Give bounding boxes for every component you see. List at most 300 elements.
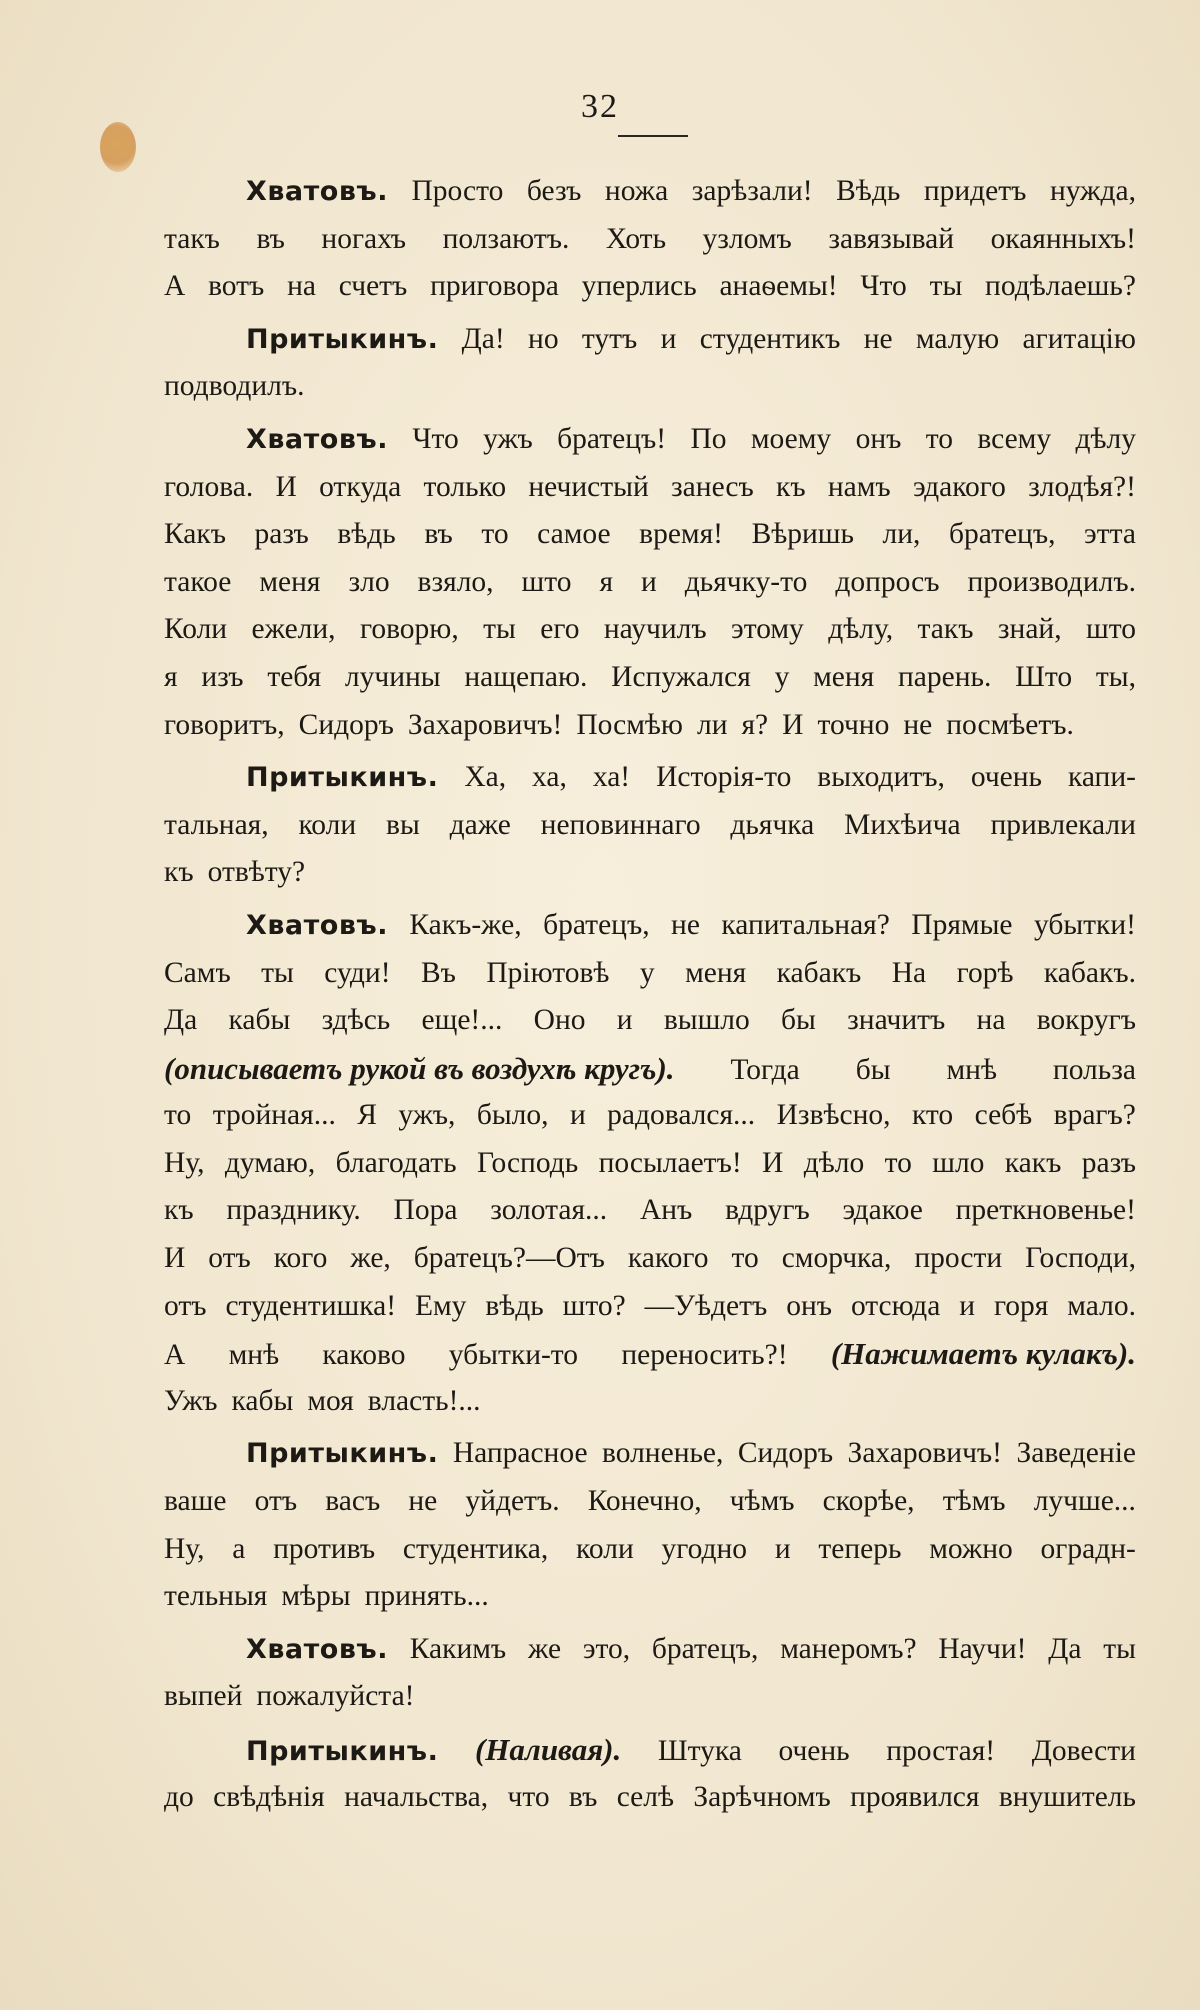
word: занесъ [671, 470, 754, 503]
speech-line-first [164, 1726, 1136, 1774]
word: время! [639, 518, 723, 551]
word: Посмѣю [576, 708, 683, 741]
word: говоритъ, [164, 708, 285, 741]
word: Ужъ [164, 1384, 218, 1417]
word: начальства, [344, 1780, 489, 1813]
word: отъ [164, 1289, 207, 1322]
word: тельныя [164, 1580, 268, 1613]
word: Что [412, 422, 459, 455]
word: преткновенье! [955, 1194, 1136, 1227]
word: выходитъ, [817, 761, 945, 794]
word: убытки! [1033, 908, 1136, 941]
word: Оно [533, 1004, 586, 1037]
word: не [903, 708, 933, 741]
word: оградн- [1040, 1532, 1136, 1565]
word: разъ [254, 518, 309, 551]
word: Я [357, 1099, 377, 1132]
word: къ [164, 856, 194, 889]
word: но [528, 322, 559, 355]
word: даже [449, 808, 511, 841]
word: себѣ [974, 1099, 1033, 1132]
word: Какъ-же, [409, 908, 522, 941]
word: Сидоръ [737, 1437, 834, 1470]
text-line [164, 1187, 1136, 1235]
word: пожалуйста! [256, 1680, 415, 1713]
word: я [164, 660, 178, 693]
word: то [925, 422, 953, 455]
word: придетъ [923, 175, 1027, 207]
speech-line-first [164, 754, 1136, 802]
word: Вѣришь [751, 518, 854, 551]
word: моя [307, 1384, 354, 1417]
word: ты, [1095, 660, 1136, 693]
word: еще!... [421, 1004, 503, 1037]
text-line [164, 1478, 1136, 1526]
word: только [423, 470, 507, 503]
text-line [164, 849, 1136, 897]
text-line [164, 1573, 1136, 1621]
text-line [164, 464, 1136, 512]
word: ужъ [483, 422, 533, 455]
word: лучше... [1033, 1485, 1136, 1518]
word: што? [562, 1289, 626, 1322]
word: тебя [267, 660, 322, 693]
word: и [641, 565, 657, 598]
word: Михѣича [844, 808, 961, 841]
word: угодно [661, 1532, 748, 1565]
word: студентикъ [699, 322, 841, 355]
word: посылаетъ! [598, 1146, 742, 1179]
word: какого [627, 1242, 709, 1275]
text-line [164, 1673, 1136, 1721]
word: Вѣдь [836, 175, 901, 207]
word: Ему [414, 1289, 467, 1322]
text-line [164, 654, 1136, 702]
word: очень [970, 761, 1042, 794]
stage-direction: (Наливая). [474, 1732, 622, 1767]
word: онъ [786, 1289, 833, 1322]
word: отвѣту? [207, 856, 306, 889]
word: производилъ. [967, 565, 1136, 598]
word: Коли [164, 613, 228, 646]
word: А [164, 1339, 186, 1372]
speaker-name: Хватовъ. [246, 176, 388, 207]
page-number: 32 [581, 88, 619, 125]
word: приговора [430, 270, 559, 303]
word: ежели, [251, 613, 336, 646]
word: што [1086, 613, 1136, 646]
word: я [599, 565, 614, 598]
text-line [164, 1140, 1136, 1188]
text-line [164, 1526, 1136, 1574]
text-line [164, 997, 1136, 1045]
word: И [762, 1146, 784, 1179]
word: Анъ [639, 1194, 693, 1227]
word: эдакое [842, 1194, 923, 1227]
word: ужъ, [398, 1099, 456, 1132]
word: Въ [420, 956, 456, 989]
word: въ [256, 222, 285, 255]
word: уперлись [581, 270, 697, 303]
word: знай, [997, 613, 1062, 646]
word: дьячку-то [684, 565, 808, 598]
word: этому [731, 613, 804, 646]
word: власть!... [367, 1384, 481, 1417]
word: отсюда [850, 1289, 941, 1322]
word: подѣлаешь? [985, 270, 1136, 303]
word: Господи, [1025, 1242, 1136, 1275]
speaker-name: Хватовъ. [246, 909, 388, 941]
word: злодѣя?! [1028, 470, 1136, 503]
word: теперь [818, 1532, 902, 1565]
word: его [540, 613, 580, 646]
word: дѣлу, [828, 613, 894, 646]
word: Сидоръ [298, 708, 394, 741]
text-line [164, 1235, 1136, 1283]
word: золотая... [490, 1194, 608, 1227]
word: парень. [897, 660, 992, 693]
word: врагъ? [1053, 1099, 1136, 1132]
word: вышло [663, 1004, 750, 1037]
word: а [232, 1532, 246, 1565]
word: мѣры [281, 1580, 351, 1613]
word: Испужался [611, 660, 751, 693]
word: бы [855, 1053, 891, 1086]
text-line [164, 1045, 1136, 1093]
word: отъ [254, 1485, 298, 1518]
word: Научи! [938, 1632, 1027, 1665]
word: Да [1048, 1632, 1082, 1665]
word: ха! [592, 761, 631, 794]
word: на [976, 1004, 1006, 1037]
word: было, [476, 1099, 549, 1132]
word: къ [776, 470, 806, 503]
word: посмѣетъ. [946, 708, 1074, 741]
word: Ну, [164, 1532, 205, 1565]
word: селѣ [616, 1780, 675, 1813]
word: же, [350, 1242, 391, 1275]
word: очень [778, 1735, 850, 1767]
word: здѣсь [321, 1004, 391, 1037]
word: простая! [886, 1735, 996, 1767]
word: А [164, 270, 186, 303]
word: малую [915, 322, 1000, 355]
word: свѣдѣнія [213, 1780, 325, 1813]
word: привлекали [990, 808, 1136, 841]
word: ваше [164, 1485, 227, 1518]
word: самое [537, 518, 611, 551]
word: и [774, 1532, 791, 1565]
page-number-rule [618, 135, 688, 137]
word: Штука [657, 1735, 742, 1767]
speech-line-first [164, 902, 1136, 950]
word: точно [817, 708, 890, 741]
word: ползаютъ. [442, 222, 570, 255]
word: ли, [882, 518, 921, 551]
word: ха, [532, 761, 567, 794]
word: прости [914, 1242, 1003, 1275]
word: Захаровичъ! [847, 1437, 1003, 1470]
word: Пора [393, 1194, 458, 1227]
word: такое [164, 565, 232, 598]
word: агитацію [1022, 322, 1136, 355]
speaker-name: Притыкинъ. [246, 1736, 439, 1767]
word: шло [932, 1146, 985, 1179]
word: и [569, 1099, 586, 1132]
word: къ [164, 1194, 194, 1227]
stage-direction: (описываетъ рукой въ воздухѣ кругъ). [164, 1050, 675, 1086]
word: всему [977, 422, 1052, 455]
word: на [287, 270, 316, 303]
word: Хоть [605, 222, 667, 255]
word: взяло, [417, 565, 494, 598]
text-line [164, 1330, 1136, 1378]
word: узломъ [702, 222, 792, 255]
word: Господь [477, 1146, 579, 1179]
word: и [959, 1289, 976, 1322]
word: мнѣ [228, 1339, 280, 1372]
word: это, [582, 1632, 631, 1665]
word: въ [424, 518, 453, 551]
play-text [164, 168, 1136, 1821]
stage-direction: (Нажимаетъ кулакъ). [830, 1336, 1136, 1372]
word: ты [1103, 1632, 1136, 1665]
speaker-name: Притыкинъ. [246, 1438, 439, 1470]
word: Какимъ [409, 1632, 507, 1665]
text-line [164, 363, 1136, 411]
word: волненье, [602, 1437, 724, 1470]
word: братецъ, [651, 1632, 759, 1665]
text-line [164, 263, 1136, 311]
word: капи- [1067, 761, 1136, 794]
text-line [164, 802, 1136, 850]
word: изъ [201, 660, 244, 693]
word: у [774, 660, 790, 693]
word: тѣмъ [942, 1485, 1006, 1518]
word: проявился [850, 1780, 980, 1813]
speech-line-first [164, 1626, 1136, 1674]
speech-line-first [164, 168, 1136, 216]
word: тройная... [212, 1099, 336, 1132]
word: эдакого [912, 470, 1006, 503]
text-line [164, 216, 1136, 264]
word: вдругъ [725, 1194, 810, 1227]
word: —Уѣдетъ [644, 1289, 768, 1322]
word: убытки-то [448, 1339, 579, 1372]
word: тутъ [581, 322, 638, 355]
word: Тогда [730, 1053, 800, 1086]
word: вѣдь [337, 518, 396, 551]
word: и [616, 1004, 633, 1037]
word: какъ [1004, 1146, 1062, 1179]
word: ты [483, 613, 516, 646]
text-line [164, 511, 1136, 559]
word: Ха, [464, 761, 507, 794]
word: ты [261, 956, 294, 989]
word: васъ [325, 1485, 381, 1518]
word: каково [322, 1339, 406, 1372]
text-line [164, 702, 1136, 750]
word: такъ [917, 613, 974, 646]
word: Прямые [911, 908, 1013, 941]
word: разъ [1081, 1146, 1136, 1179]
word: сморчка, [781, 1242, 892, 1275]
word: въ [568, 1780, 598, 1813]
word: братецъ, [543, 908, 650, 941]
word: такъ [164, 222, 220, 255]
word: уйдетъ. [465, 1485, 560, 1518]
speaker-name: Хватовъ. [246, 423, 388, 455]
paper-stain [100, 122, 136, 172]
word: моему [750, 422, 832, 455]
word: На [891, 956, 927, 989]
word: не [671, 908, 700, 941]
word: коли [576, 1532, 634, 1565]
word: зло [348, 565, 390, 598]
word: же [527, 1632, 562, 1665]
word: онъ [855, 422, 902, 455]
text-line [164, 606, 1136, 654]
word: што [521, 565, 572, 598]
word: братецъ, [948, 518, 1056, 551]
word: Что [860, 270, 907, 303]
text-line [164, 559, 1136, 607]
word: переносить?! [621, 1339, 788, 1372]
word: кабы [228, 1004, 291, 1037]
word: нащепаю. [464, 660, 588, 693]
word: анаѳемы! [719, 270, 838, 303]
word: Извѣсно, [776, 1099, 891, 1132]
word: то [481, 518, 509, 551]
word: меня [259, 565, 321, 598]
word: дѣло [803, 1146, 865, 1179]
word: вокругъ [1036, 1004, 1136, 1037]
word: ты [929, 270, 963, 303]
word: По [690, 422, 727, 455]
word: голова. [164, 470, 254, 503]
word: допросъ [835, 565, 940, 598]
word: внушитель [998, 1780, 1136, 1813]
word: бы [781, 1004, 816, 1037]
word: Да! [461, 322, 505, 355]
word: выпей [164, 1680, 243, 1713]
word: я? [741, 708, 769, 741]
word: капитальная? [721, 908, 890, 941]
word: кого [273, 1242, 328, 1275]
word: нужда, [1049, 175, 1136, 207]
word: не [408, 1485, 438, 1518]
word: противъ [273, 1532, 376, 1565]
word: говорю, [359, 613, 459, 646]
word: братецъ! [557, 422, 667, 455]
word: ножа [604, 175, 669, 207]
word: Самъ [164, 956, 231, 989]
word: ли [696, 708, 728, 741]
word: то [731, 1242, 759, 1275]
word: скорѣе, [822, 1485, 915, 1518]
word: и [660, 322, 677, 355]
word: ногахъ [321, 222, 407, 255]
word: нечистый [528, 470, 649, 503]
text-line [164, 1092, 1136, 1140]
word: окаянныхъ! [990, 222, 1136, 255]
word: студентишка! [225, 1289, 397, 1322]
word: вѣдь [485, 1289, 544, 1322]
word: меня [685, 956, 747, 989]
word: не [863, 322, 893, 355]
word: Ну, [164, 1146, 205, 1179]
word: вотъ [208, 270, 265, 303]
text-line [164, 1378, 1136, 1426]
word: до [164, 1780, 194, 1813]
word: дьячка [730, 808, 815, 841]
word: этта [1084, 518, 1136, 551]
word: Довести [1031, 1735, 1136, 1767]
text-line [164, 1774, 1136, 1822]
word: дѣлу [1075, 422, 1136, 455]
word: тальная, [164, 808, 269, 841]
word: принять... [364, 1580, 489, 1613]
word: горя [993, 1289, 1049, 1322]
word: Зарѣчномъ [693, 1780, 831, 1813]
word: лучины [344, 660, 441, 693]
word: радовался... [607, 1099, 756, 1132]
word: студентика, [402, 1532, 549, 1565]
word: манеромъ? [780, 1632, 917, 1665]
text-line [164, 1283, 1136, 1331]
word: И [782, 708, 804, 741]
speech-line-first [164, 316, 1136, 364]
word: научилъ [603, 613, 707, 646]
word: то [884, 1146, 912, 1179]
word: Да [164, 1004, 198, 1037]
word: можно [929, 1532, 1013, 1565]
speaker-name: Притыкинъ. [246, 762, 439, 794]
word: суди! [324, 956, 391, 989]
word: мнѣ [946, 1053, 997, 1086]
word: меня [813, 660, 875, 693]
word: Заведеніе [1016, 1437, 1136, 1470]
word: Просто [411, 175, 504, 207]
word: польза [1052, 1053, 1136, 1086]
word: Пріютовѣ [486, 956, 610, 989]
speech-line-first [164, 416, 1136, 464]
word: благодать [335, 1146, 457, 1179]
word: завязывай [828, 222, 955, 255]
word: безъ [526, 175, 582, 207]
word: кто [911, 1099, 954, 1132]
word: Конечно, [587, 1485, 702, 1518]
word: подводилъ. [164, 370, 305, 403]
word: Какъ [164, 518, 226, 551]
word: думаю, [224, 1146, 316, 1179]
word: И [275, 470, 297, 503]
word: горѣ [956, 956, 1014, 989]
word: зарѣзали! [691, 175, 813, 207]
word: кабакъ. [1043, 956, 1136, 989]
word: братецъ?—Отъ [413, 1242, 605, 1275]
word: что [507, 1780, 550, 1813]
word: мало. [1067, 1289, 1136, 1322]
word: чѣмъ [729, 1485, 795, 1518]
word: отъ [208, 1242, 251, 1275]
word: у [639, 956, 655, 989]
word: вы [386, 808, 420, 841]
word: кабы [231, 1384, 294, 1417]
word: счетъ [338, 270, 408, 303]
word: неповиннаго [540, 808, 701, 841]
word: коли [298, 808, 357, 841]
